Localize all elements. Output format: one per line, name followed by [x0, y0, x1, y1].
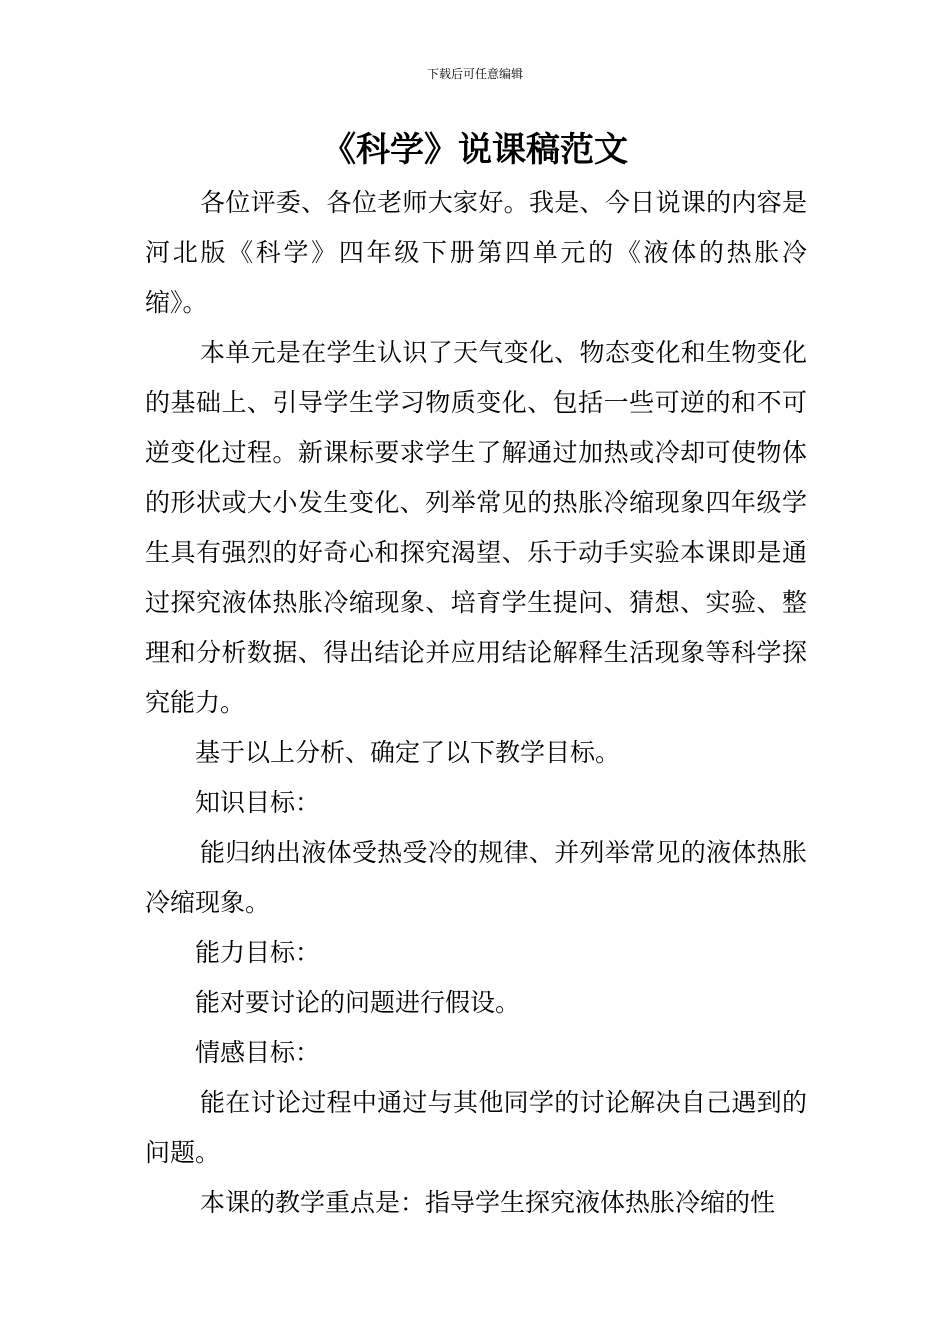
document-body [145, 178, 807, 1228]
document-title: 《科学》说课稿范文 [322, 130, 628, 170]
heading-knowledge-objective: 知识目标： [195, 788, 321, 817]
heading-emotion-objective: 情感目标： [195, 1038, 321, 1067]
paragraph-intro: 各位评委、各位老师大家好。我是、今日说课的内容是河北版《科学》四年级下册第四单元的《液体的热胀冷缩》。 [145, 188, 807, 317]
paragraph-objectives-intro: 基于以上分析、确定了以下教学目标。 [195, 738, 621, 767]
header-note: 下载后可任意编辑 [426, 67, 523, 81]
heading-ability-objective: 能力目标： [195, 938, 321, 967]
paragraph-ability-objective: 能对要讨论的问题进行假设。 [195, 988, 521, 1017]
paragraph-emotion-objective: 能在讨论过程中通过与其他同学的讨论解决自己遇到的问题。 [145, 1088, 807, 1167]
paragraph-knowledge-objective: 能归纳出液体受热受冷的规律、并列举常见的液体热胀冷缩现象。 [145, 838, 807, 917]
paragraph-teaching-focus: 本课的教学重点是：指导学生探究液体热胀冷缩的性 [200, 1188, 776, 1217]
paragraph-unit-analysis: 本单元是在学生认识了天气变化、物态变化和生物变化的基础上、引导学生学习物质变化、包括一些可逆的和不可逆变化过程。新课标要求学生了解通过加热或冷却可使物体的形状或大小发生变化、列举常见的热胀冷缩现象四年级学生具有强烈的好奇心和探究渴望、乐于动手实验本课即是通过探究液体热胀冷缩现象、培育学生提问、猜想、实验、整理和分析数据、得出结论并应用结论解释生活现象等科学探究能力。 [145, 338, 807, 717]
